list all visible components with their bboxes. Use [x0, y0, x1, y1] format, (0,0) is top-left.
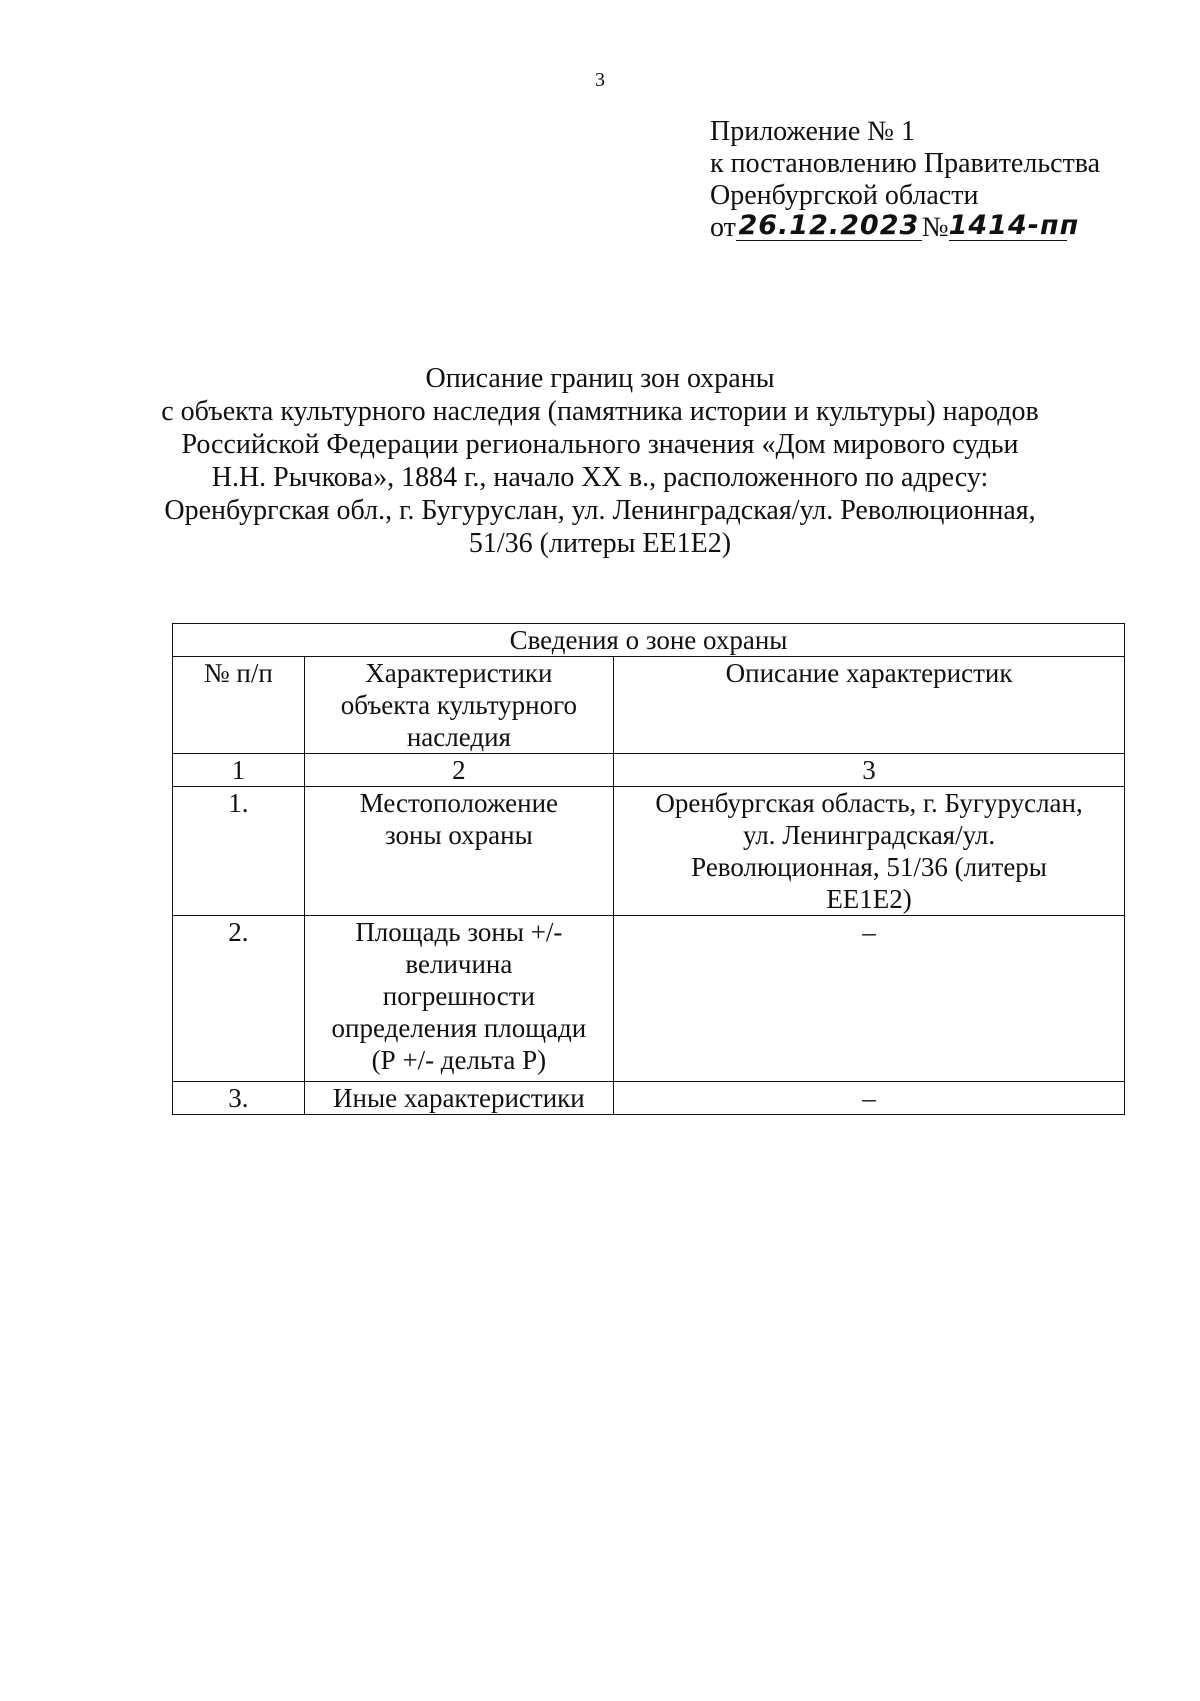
header-description: Описание характеристик	[614, 657, 1125, 754]
row-characteristic-line: Иные характеристики	[333, 1083, 585, 1113]
header-characteristics	[304, 657, 613, 754]
table-caption: Сведения о зоне охраны	[173, 624, 1125, 657]
table-row	[173, 1082, 1125, 1115]
table-caption-row	[173, 624, 1125, 657]
zone-info-table	[172, 623, 1125, 1115]
handwritten-date: 26.12.2023	[736, 212, 922, 241]
page-number: 3	[595, 69, 605, 91]
handwritten-number: 1414-пп	[948, 210, 1080, 241]
row-number: 2.	[173, 916, 305, 1082]
header-characteristics-line: объекта культурного	[340, 690, 577, 720]
header-number: № п/п	[173, 657, 305, 754]
table-row	[173, 916, 1125, 1082]
row-characteristic	[304, 1082, 613, 1115]
row-characteristic-line: величина	[405, 949, 513, 979]
row-description-line: ул. Ленинградская/ул.	[742, 820, 996, 850]
row-characteristic	[304, 787, 613, 916]
row-description	[614, 787, 1125, 916]
title-line: Описание границ зон охраны	[425, 363, 775, 394]
row-characteristic-line: (Р +/- дельта Р)	[371, 1045, 547, 1075]
appendix-line-2: к постановлению Правительства	[710, 148, 1101, 179]
header-characteristics-line: наследия	[406, 722, 511, 752]
column-number: 3	[614, 754, 1125, 787]
row-characteristic-line: определения площади	[331, 1013, 587, 1043]
row-description	[614, 916, 1125, 1082]
row-characteristic-line: Площадь зоны +/-	[355, 917, 563, 947]
row-characteristic-line: зоны охраны	[385, 820, 533, 850]
table-header-row	[173, 657, 1125, 754]
title-line: с объекта культурного наследия (памятника истории и культуры) народов	[161, 396, 1039, 427]
header-characteristics-line: Характеристики	[365, 658, 553, 688]
row-description	[614, 1082, 1125, 1115]
row-number: 3.	[173, 1082, 305, 1115]
number-sign: №	[921, 212, 949, 243]
row-description-line: Оренбургская область, г. Бугуруслан,	[655, 788, 1083, 818]
title-line: Оренбургская обл., г. Бугуруслан, ул. Ленинградская/ул. Революционная,	[164, 495, 1036, 526]
row-characteristic-line: Местоположение	[359, 788, 559, 818]
row-description-line: –	[862, 1083, 876, 1113]
row-description-line: ЕЕ1Е2)	[826, 884, 912, 914]
title-line: 51/36 (литеры ЕЕ1Е2)	[468, 528, 732, 559]
row-characteristic	[304, 916, 613, 1082]
row-characteristic-line: погрешности	[382, 981, 535, 1011]
row-description-line: –	[862, 917, 876, 947]
appendix-block	[710, 116, 1100, 244]
from-prefix: от	[710, 212, 736, 243]
column-numbers-row	[173, 754, 1125, 787]
column-number: 2	[304, 754, 613, 787]
appendix-line-1: Приложение № 1	[710, 116, 915, 147]
title-line: Н.Н. Рычкова», 1884 г., начало XX в., расположенного по адресу:	[211, 462, 989, 493]
row-description-line: Революционная, 51/36 (литеры	[691, 852, 1047, 882]
table-row	[173, 787, 1125, 916]
resolution-date-number-line	[710, 212, 1100, 244]
row-number: 1.	[173, 787, 305, 916]
appendix-line-3: Оренбургской области	[710, 180, 979, 211]
title-line: Российской Федерации регионального значения «Дом мирового судьи	[181, 429, 1019, 460]
column-number: 1	[173, 754, 305, 787]
document-title	[150, 362, 1050, 560]
